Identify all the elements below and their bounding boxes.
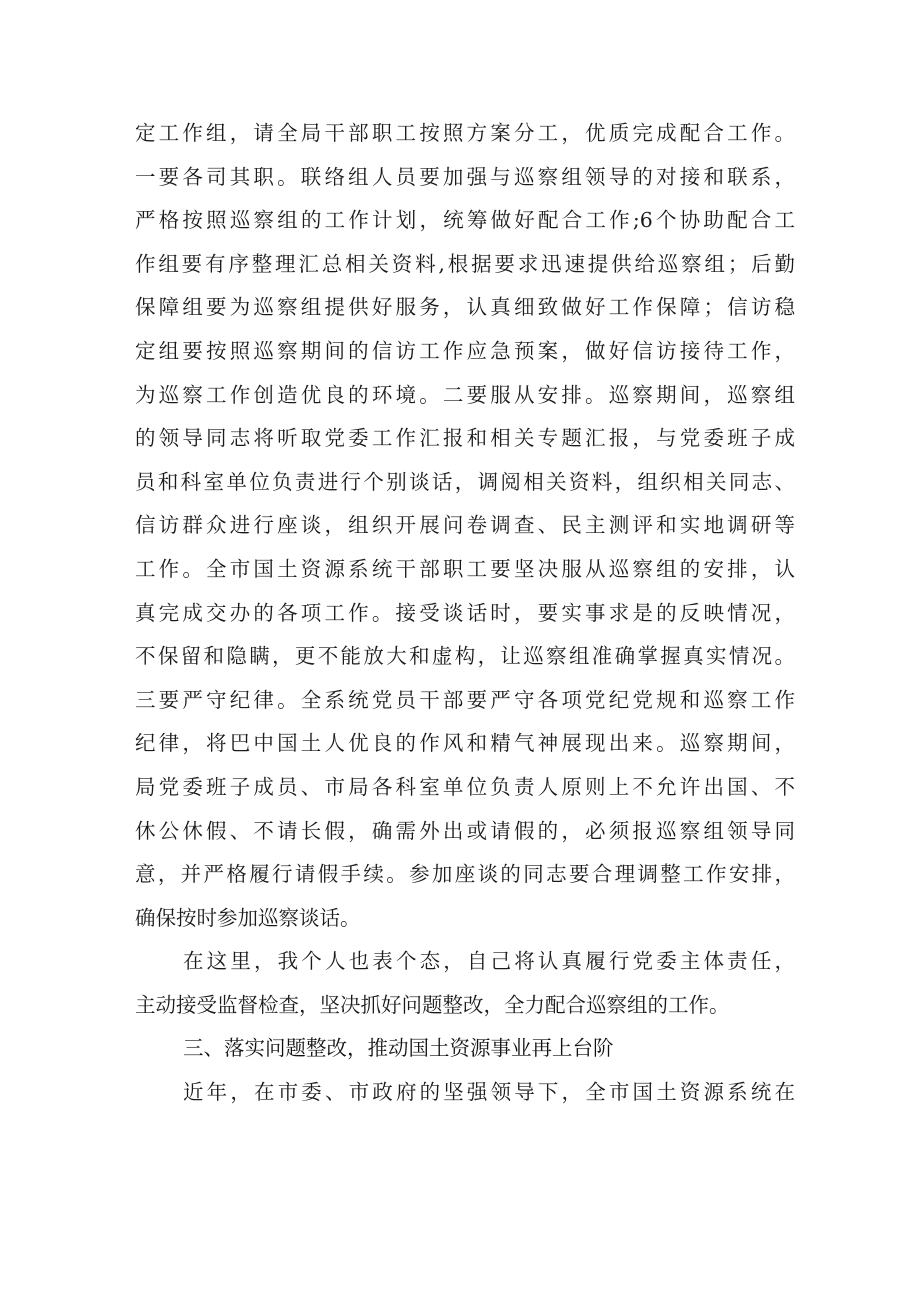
paragraph-line: 局党委班子成员、市局各科室单位负责人原则上不允许出国、不	[135, 774, 795, 799]
paragraph-line: 保障组要为巡察组提供好服务，认真细致做好工作保障；信访稳	[135, 295, 795, 320]
paragraph-line: 意，并严格履行请假手续。参加座谈的同志要合理调整工作安排，	[135, 862, 795, 887]
paragraph-line: 不保留和隐瞒，更不能放大和虚构，让巡察组准确掌握真实情况。	[135, 644, 795, 669]
paragraph-3	[135, 1071, 795, 1115]
paragraph-line: 员和科室单位负责进行个别谈话，调阅相关资料，组织相关同志、	[135, 469, 795, 494]
paragraph-line: 真完成交办的各项工作。接受谈话时，要实事求是的反映情况，	[135, 600, 795, 625]
paragraph-2	[135, 940, 795, 1027]
paragraph-line: 作组要有序整理汇总相关资料,根据要求迅速提供给巡察组；后勤	[135, 251, 795, 276]
paragraph-line: 休公休假、不请长假，确需外出或请假的，必须报巡察组领导同	[135, 818, 795, 843]
paragraph-line: 纪律，将巴中国土人优良的作风和精气神展现出来。巡察期间，	[135, 731, 795, 756]
paragraph-line: 为巡察工作创造优良的环境。二要服从安排。巡察期间，巡察组	[135, 382, 795, 407]
paragraph-line: 工作。全市国土资源系统干部职工要坚决服从巡察组的安排，认	[135, 556, 795, 581]
paragraph-line: 定组要按照巡察期间的信访工作应急预案，做好信访接待工作，	[135, 338, 795, 363]
paragraph-line: 确保按时参加巡察谈话。	[135, 905, 361, 930]
paragraph-line: 的领导同志将听取党委工作汇报和相关专题汇报，与党委班子成	[135, 426, 795, 451]
document-body	[135, 112, 795, 1115]
paragraph-line: 主动接受监督检查，坚决抓好问题整改，全力配合巡察组的工作。	[135, 992, 730, 1017]
paragraph-line: 信访群众进行座谈，组织开展问卷调查、民主测评和实地调研等	[135, 513, 795, 538]
paragraph-line: 在这里，我个人也表个态，自己将认真履行党委主体责任，	[183, 949, 795, 974]
paragraph-line: 定工作组，请全局干部职工按照方案分工，优质完成配合工作。	[135, 121, 795, 145]
paragraph-1	[135, 112, 795, 940]
paragraph-line: 一要各司其职。联络组人员要加强与巡察组领导的对接和联系，	[135, 164, 795, 189]
paragraph-line: 近年，在市委、市政府的坚强领导下，全市国土资源系统在	[183, 1080, 795, 1105]
paragraph-line: 严格按照巡察组的工作计划，统筹做好配合工作;6个协助配合工	[135, 208, 795, 233]
paragraph-line: 三要严守纪律。全系统党员干部要严守各项党纪党规和巡察工作	[135, 687, 795, 712]
section-heading: 三、落实问题整改，推动国土资源事业再上台阶	[183, 1036, 614, 1061]
